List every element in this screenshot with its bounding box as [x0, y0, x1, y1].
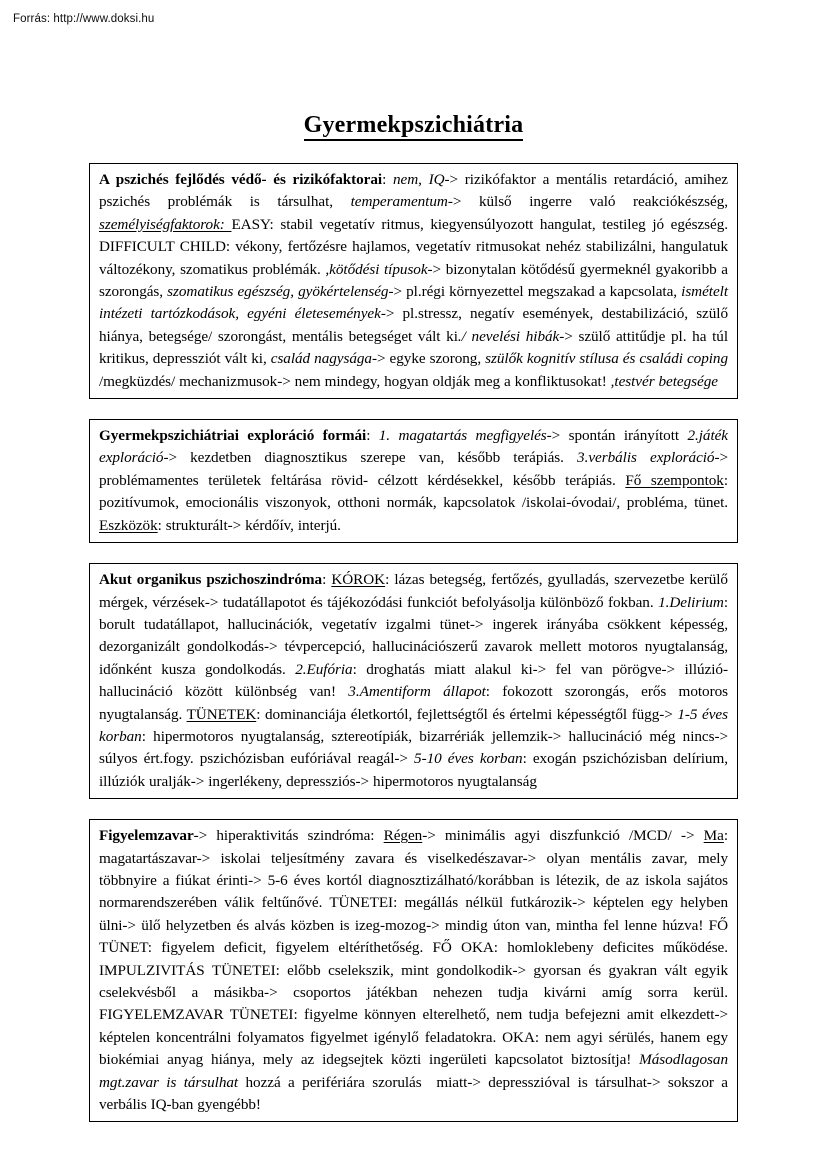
page-title [0, 112, 827, 139]
section-paragraph: Figyelemzavar-> hiperaktivitás szindróma: Régen-> minimális agyi diszfunkció /MCD/ -> Ma: magatartászavar-> iskolai teljesítmény zavara és viselkedészavar-> olyan mentális zavar, mely többnyire a fiúkat érinti-> 5-6 éves kortól diagnosztizálható/korábban is létezik, de az iskola sajátos normarendszerében válik feltűnővé. TÜNETEI: megállás nélkül futkározik-> képtelen egy helyben ülni-> ülő helyzetben és alvás közben is izeg-mozog-> mindig úton van, mintha fel lenne húzva! FŐ TÜNET: figyelem deficit, figyelem eltéríthetőség. FŐ OKA: homloklebeny deficites működése. IMPULZIVITÁS TÜNETEI: előbb cselekszik, mint gondolkodik-> gyorsan és gyakran vált egyik cselekvésből a másikba-> csoportos játékban nehezen tudja kivárni amíg sorra kerül. FIGYELEMZAVAR TÜNETEI: figyelme könnyen elterelhető, nem tudja befejezni amit elkezdett-> képtelen koncentrálni folyamatos figyelmet igénylő feladatokra. OKA: nem agyi sérülés, hanem egy biokémiai anyag hiánya, mely az idegsejtek közti ingerületi kapcsolatot biztosítja! Másodlagosan mgt.zavar is társulhat hozzá a perifériára szorulás miatt-> depresszióval is társulhat-> sokszor a verbális IQ-ban gyengébb! [99, 827, 728, 1114]
source-url-header: Forrás: http://www.doksi.hu [13, 13, 155, 25]
section-paragraph: Akut organikus pszichoszindróma: KÓROK: lázas betegség, fertőzés, gyulladás, szervezetbe kerülő mérgek, vérzések-> tudatállapotot és tájékozódási funkciót befolyásolja különböző fokban. 1.Delirium: borult tudatállapot, hallucinációk, vegetatív izgalmi tünet-> ingerek irányába csökkent képesség, dezorganizált gondolkodás-> tévpercepció, hallucinációszerű zavarok mellett motoros nyugtalanság, időnként kusza gondolkodás. 2.Eufória: droghatás miatt alakul ki-> fel van pörögve-> illúzió- hallucináció között különbség van! 3.Amentiform állapot: fokozott szorongás, erős motoros nyugtalanság. TÜNETEK: dominanciája életkortól, fejlettségtől és értelmi képességtől függ-> 1-5 éves korban: hipermotoros nyugtalanság, sztereotípiák, bizarrériák jellemzik-> hallucináció még nincs-> súlyos ért.fogy. pszichózisban eufóriával reagál-> 5-10 éves korban: exogán pszichózisban delírium, illúziók uralják-> ingerlékeny, depressziós-> hipermotoros nyugtalanság [99, 571, 728, 790]
section-box-vedo-es-rizikofaktorok [89, 163, 738, 399]
section-box-figyelemzavar [89, 819, 738, 1122]
page-title-text: Gyermekpszichiátria [304, 112, 524, 141]
section-box-explorolacio-formai [89, 419, 738, 543]
content-boxes [89, 163, 738, 1142]
section-box-akut-organikus-pszichoszindroma [89, 563, 738, 799]
section-paragraph: A pszichés fejlődés védő- és rizikófaktorai: nem, IQ-> rizikófaktor a mentális retardáció, amihez pszichés problémák is társulhat, temperamentum-> külső ingerre való reakciókészség, személyiségfaktorok: EASY: stabil vegetatív ritmus, kiegyensúlyozott hangulat, testileg jó egészség. DIFFICULT CHILD: vékony, fertőzésre hajlamos, vegetatív ritmusokat nehéz stabilizálni, hangulatuk változékony, szomatikus problémák. ,kötődési típusok-> bizonytalan kötődésű gyermeknél gyakoribb a szorongás, szomatikus egészség, gyökértelenség-> pl.régi környezettel megszakad a kapcsolata, ismételt intézeti tartózkodások, egyéni életesemények-> pl.stressz, negatív események, destabilizáció, szülő hiánya, betegsége/ szorongást, mentális betegséget vált ki./ nevelési hibák-> szülő attitűdje pl. ha túl kritikus, depressziót vált ki, család nagysága-> egyke szorong, szülők kognitív stílusa és családi coping /megküzdés/ mechanizmusok-> nem mindegy, hogyan oldják meg a konfliktusokat! ,testvér betegsége [99, 171, 728, 390]
section-paragraph: Gyermekpszichiátriai exploráció formái: 1. magatartás megfigyelés-> spontán irányított 2.játék exploráció-> kezdetben diagnosztikus szerepe van, később terápiás. 3.verbális exploráció-> problémamentes területek feltárása rövid- célzott kérdésekkel, később terápiás. Fő szempontok: pozitívumok, emocionális viszonyok, otthoni normák, kapcsolatok /iskolai-óvodai/, probléma, tünet. Eszközök: strukturált-> kérdőív, interjú. [99, 427, 728, 534]
